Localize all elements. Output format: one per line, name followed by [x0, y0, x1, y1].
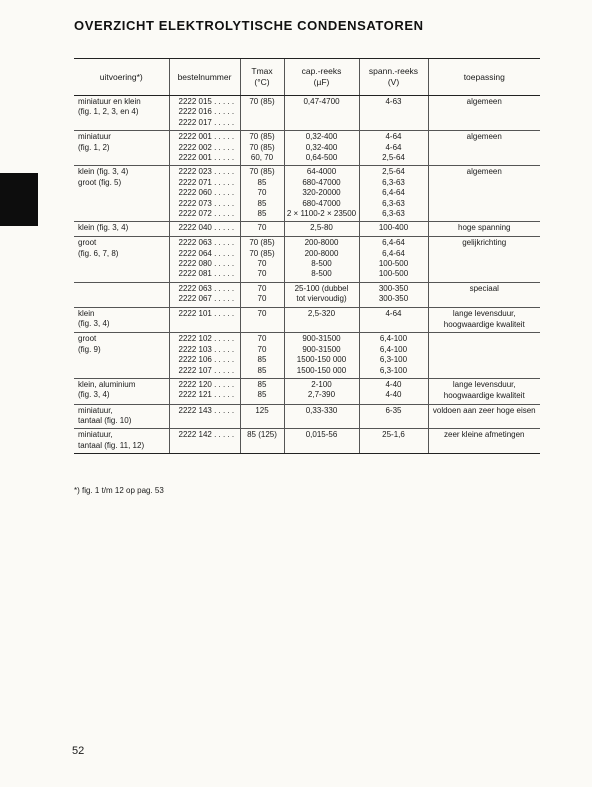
uitvoering-line — [78, 355, 167, 365]
tmax-line — [243, 416, 282, 426]
tmax-line: 70 — [257, 294, 267, 304]
cell-toepassing — [428, 333, 540, 379]
spann-line: 2,5-64 — [382, 153, 405, 163]
cap-line: 0,47-4700 — [303, 97, 340, 106]
bestelnummer-line: 2222 121 . . . . . — [178, 390, 235, 400]
uitvoering-line — [78, 284, 167, 294]
cell-bestelnummer — [169, 166, 240, 222]
table-row — [74, 378, 540, 404]
spann-line: 6,3-100 — [379, 355, 408, 365]
header-cap-reeks: cap.-reeks (µF) — [284, 59, 359, 96]
cell-bestelnummer — [169, 333, 240, 379]
cell-spann — [359, 96, 428, 131]
bestelnummer-line: 2222 120 . . . . . — [178, 379, 235, 389]
bestelnummer-line: 2222 002 . . . . . — [178, 142, 235, 152]
spann-line — [362, 441, 426, 451]
cell-cap — [284, 222, 359, 237]
tmax-line: 85 — [257, 198, 267, 208]
spann-line: 100-500 — [378, 259, 409, 269]
cap-line: 680-47000 — [302, 177, 341, 187]
cell-tmax — [240, 96, 284, 131]
tmax-line: 70 (85) — [249, 167, 275, 177]
spann-line: 6,4-64 — [382, 188, 405, 198]
cell-cap — [284, 96, 359, 131]
cap-line: 0,33-330 — [305, 405, 338, 415]
uitvoering-line: miniatuur, — [78, 430, 113, 440]
tmax-line — [243, 441, 282, 451]
cell-bestelnummer — [169, 429, 240, 454]
spann-line: 6,3-63 — [382, 177, 405, 187]
cap-line — [287, 118, 357, 128]
page-number: 52 — [72, 745, 85, 757]
cell-cap — [284, 429, 359, 454]
cell-tmax — [240, 131, 284, 166]
cap-line: 2 × 1100-2 × 23500 — [286, 209, 357, 219]
spann-line — [362, 118, 426, 128]
cell-cap — [284, 282, 359, 307]
tmax-line: 70 (85) — [249, 97, 275, 106]
table-row — [74, 333, 540, 379]
cell-tmax — [240, 333, 284, 379]
cap-line: 64-4000 — [306, 167, 337, 177]
tmax-line — [243, 118, 282, 128]
uitvoering-line: klein (fig. 3, 4) — [78, 223, 129, 233]
tmax-line: 70 — [257, 344, 267, 354]
cell-bestelnummer — [169, 131, 240, 166]
uitvoering-line — [78, 259, 167, 269]
cap-line: 1500-150 000 — [296, 355, 347, 365]
cell-cap — [284, 131, 359, 166]
tmax-line: 85 (125) — [247, 430, 277, 440]
cell-cap — [284, 166, 359, 222]
spann-line — [362, 416, 426, 426]
header-tmax: Tmax (°C) — [240, 59, 284, 96]
cell-cap — [284, 237, 359, 283]
cell-uitvoering — [74, 429, 169, 454]
cap-line: 8-500 — [311, 259, 332, 269]
uitvoering-line: miniatuur — [78, 132, 111, 142]
cell-spann — [359, 166, 428, 222]
spann-line: 4-64 — [385, 132, 402, 142]
cell-bestelnummer — [169, 307, 240, 333]
uitvoering-line: klein, aluminium — [78, 379, 136, 389]
cell-tmax — [240, 404, 284, 429]
tmax-line — [243, 319, 282, 329]
cap-line: 900-31500 — [302, 344, 341, 354]
bestelnummer-line: 2222 071 . . . . . — [178, 177, 235, 187]
tmax-line: 70 (85) — [249, 248, 275, 258]
bestelnummer-line: 2222 001 . . . . . — [178, 153, 235, 163]
bestelnummer-line: 2222 143 . . . . . — [178, 405, 235, 415]
uitvoering-line: groot — [78, 238, 97, 248]
cell-uitvoering — [74, 237, 169, 283]
bestelnummer-line: 2222 102 . . . . . — [178, 334, 235, 344]
cell-toepassing: speciaal — [428, 282, 540, 307]
cell-cap — [284, 378, 359, 404]
uitvoering-line — [78, 209, 167, 219]
cell-bestelnummer — [169, 237, 240, 283]
spann-line: 4-64 — [385, 308, 402, 318]
footnote: *) fig. 1 t/m 12 op pag. 53 — [74, 486, 164, 495]
header-uitvoering: uitvoering*) — [74, 59, 169, 96]
spann-line: 300-350 — [378, 283, 409, 293]
cell-tmax — [240, 237, 284, 283]
bestelnummer-line: 2222 017 . . . . . — [178, 117, 235, 127]
cell-toepassing: hoge spanning — [428, 222, 540, 237]
cell-tmax — [240, 429, 284, 454]
spann-line: 100-400 — [378, 223, 409, 233]
cell-tmax — [240, 222, 284, 237]
cell-spann — [359, 429, 428, 454]
tmax-line: 85 — [257, 379, 267, 389]
cap-line: 0,015-56 — [305, 430, 338, 440]
cell-cap — [284, 333, 359, 379]
tmax-line: 85 — [257, 355, 267, 365]
uitvoering-line — [78, 118, 167, 128]
cap-line: 200-8000 — [304, 238, 339, 248]
cell-uitvoering — [74, 96, 169, 131]
cell-tmax — [240, 378, 284, 404]
cell-spann — [359, 222, 428, 237]
bestelnummer-line: 2222 067 . . . . . — [178, 294, 235, 304]
tmax-line: 70 — [257, 259, 267, 269]
bestelnummer-line — [179, 416, 238, 426]
cell-tmax — [240, 166, 284, 222]
tmax-line: 70 (85) — [249, 142, 275, 152]
tmax-line: 70 — [257, 308, 267, 318]
table-row — [74, 166, 540, 222]
bestelnummer-line: 2222 063 . . . . . — [178, 238, 235, 248]
table-row — [74, 429, 540, 454]
cell-bestelnummer — [169, 96, 240, 131]
spann-line: 6,3-63 — [382, 209, 405, 219]
table-row — [74, 282, 540, 307]
uitvoering-line: (fig. 1, 2) — [78, 142, 110, 152]
cell-toepassing: lange levensduur, hoogwaardige kwaliteit — [428, 378, 540, 404]
table-row — [74, 404, 540, 429]
page-title: OVERZICHT ELEKTROLYTISCHE CONDENSATOREN — [74, 18, 424, 33]
header-bestelnummer: bestelnummer — [169, 59, 240, 96]
uitvoering-line — [78, 294, 167, 304]
spann-line — [362, 319, 426, 329]
cap-line — [287, 107, 357, 117]
cell-tmax — [240, 282, 284, 307]
table-row — [74, 131, 540, 166]
uitvoering-line — [78, 153, 167, 163]
tmax-line: 60, 70 — [250, 153, 274, 163]
bestelnummer-line: 2222 001 . . . . . — [178, 132, 235, 142]
tmax-line: 70 — [257, 334, 267, 344]
spann-line: 6,4-100 — [379, 334, 408, 344]
capacitor-overview-table — [74, 58, 540, 454]
tmax-line: 85 — [257, 177, 267, 187]
cell-toepassing: zeer kleine afmetingen — [428, 429, 540, 454]
table-row — [74, 222, 540, 237]
spann-line — [362, 107, 426, 117]
cell-uitvoering — [74, 333, 169, 379]
cap-line: 2,5-80 — [310, 223, 333, 233]
cap-line — [287, 441, 357, 451]
spann-line: 4-40 — [385, 390, 402, 400]
cell-bestelnummer — [169, 222, 240, 237]
cell-toepassing: gelijkrichting — [428, 237, 540, 283]
uitvoering-line: klein — [78, 308, 95, 318]
bestelnummer-line: 2222 101 . . . . . — [178, 308, 235, 318]
bestelnummer-line: 2222 023 . . . . . — [178, 167, 235, 177]
bestelnummer-line: 2222 064 . . . . . — [178, 248, 235, 258]
table-row — [74, 307, 540, 333]
uitvoering-line: (fig. 9) — [78, 344, 101, 354]
cell-uitvoering — [74, 222, 169, 237]
bestelnummer-line: 2222 107 . . . . . — [178, 365, 235, 375]
cell-spann — [359, 378, 428, 404]
tmax-line: 70 (85) — [249, 238, 275, 248]
uitvoering-line: tantaal (fig. 11, 12) — [78, 440, 145, 450]
cell-uitvoering — [74, 378, 169, 404]
tmax-line — [243, 107, 282, 117]
table-header-row — [74, 59, 540, 96]
uitvoering-line: (fig. 1, 2, 3, en 4) — [78, 107, 139, 117]
cap-line: tot viervoudig) — [296, 294, 347, 304]
uitvoering-line: miniatuur en klein — [78, 97, 141, 106]
cap-line: 1500-150 000 — [296, 365, 347, 375]
cell-tmax — [240, 307, 284, 333]
spann-line: 6,4-64 — [382, 248, 405, 258]
cell-bestelnummer — [169, 378, 240, 404]
cell-spann — [359, 333, 428, 379]
uitvoering-line: (fig. 6, 7, 8) — [78, 248, 119, 258]
bestelnummer-line: 2222 040 . . . . . — [178, 223, 235, 233]
uitvoering-line: (fig. 3, 4) — [78, 390, 110, 400]
uitvoering-line: klein (fig. 3, 4) — [78, 167, 129, 177]
tmax-line: 85 — [257, 209, 267, 219]
cap-line: 2,5-320 — [307, 308, 336, 318]
tmax-line: 70 — [257, 269, 267, 279]
cell-toepassing: algemeen — [428, 96, 540, 131]
cell-toepassing: voldoen aan zeer hoge eisen — [428, 404, 540, 429]
cell-uitvoering — [74, 282, 169, 307]
header-toepassing: toepassing — [428, 59, 540, 96]
tmax-line: 85 — [257, 390, 267, 400]
bestelnummer-line — [179, 319, 238, 329]
cell-toepassing: lange levensduur, hoogwaardige kwaliteit — [428, 307, 540, 333]
bestelnummer-line: 2222 080 . . . . . — [178, 259, 235, 269]
cap-line: 0,32-400 — [305, 142, 338, 152]
cap-line: 2,7-390 — [307, 390, 336, 400]
cell-spann — [359, 307, 428, 333]
uitvoering-line: miniatuur, — [78, 405, 113, 415]
uitvoering-line — [78, 269, 167, 279]
spann-line: 4-64 — [385, 142, 402, 152]
uitvoering-line: (fig. 3, 4) — [78, 319, 110, 329]
cap-line — [287, 319, 357, 329]
uitvoering-line: groot (fig. 5) — [78, 177, 122, 187]
cell-uitvoering — [74, 166, 169, 222]
uitvoering-line — [78, 366, 167, 376]
cell-uitvoering — [74, 307, 169, 333]
uitvoering-line — [78, 199, 167, 209]
cell-bestelnummer — [169, 282, 240, 307]
cell-bestelnummer — [169, 404, 240, 429]
cell-spann — [359, 282, 428, 307]
cap-line: 680-47000 — [302, 198, 341, 208]
table-body — [74, 96, 540, 454]
cell-spann — [359, 404, 428, 429]
cap-line: 8-500 — [311, 269, 332, 279]
cap-line: 25-100 (dubbel — [294, 283, 349, 293]
table-row — [74, 96, 540, 131]
bestelnummer-line: 2222 142 . . . . . — [178, 430, 235, 440]
cell-spann — [359, 237, 428, 283]
cap-line: 200-8000 — [304, 248, 339, 258]
bestelnummer-line: 2222 060 . . . . . — [178, 188, 235, 198]
spann-line: 6,3-100 — [379, 365, 408, 375]
bestelnummer-line: 2222 015 . . . . . — [178, 97, 235, 106]
bestelnummer-line — [179, 441, 238, 451]
uitvoering-line: groot — [78, 334, 97, 344]
tmax-line: 70 — [257, 223, 267, 233]
cap-line: 2-100 — [311, 379, 332, 389]
cell-cap — [284, 307, 359, 333]
bestelnummer-line: 2222 063 . . . . . — [178, 283, 235, 293]
cell-uitvoering — [74, 404, 169, 429]
spann-line: 6-35 — [385, 405, 402, 415]
bestelnummer-line: 2222 081 . . . . . — [178, 269, 235, 279]
uitvoering-line — [78, 188, 167, 198]
spann-line: 25-1,6 — [382, 430, 405, 440]
spann-line: 6,3-63 — [382, 198, 405, 208]
tmax-line: 70 (85) — [249, 132, 275, 142]
spann-line: 6,4-64 — [382, 238, 405, 248]
spann-line: 100-500 — [378, 269, 409, 279]
header-spann-reeks: spann.-reeks (V) — [359, 59, 428, 96]
spann-line: 300-350 — [378, 294, 409, 304]
bestelnummer-line: 2222 073 . . . . . — [178, 198, 235, 208]
tmax-line: 85 — [257, 365, 267, 375]
spann-line: 4-40 — [385, 379, 402, 389]
cap-line — [287, 416, 357, 426]
table-row — [74, 237, 540, 283]
cap-line: 320-20000 — [302, 188, 341, 198]
tmax-line: 70 — [257, 283, 267, 293]
cell-spann — [359, 131, 428, 166]
uitvoering-line: tantaal (fig. 10) — [78, 415, 132, 425]
tmax-line: 125 — [255, 405, 269, 415]
bestelnummer-line: 2222 016 . . . . . — [178, 107, 235, 117]
cell-toepassing: algemeen — [428, 166, 540, 222]
thumb-index-tab — [0, 173, 38, 226]
cell-cap — [284, 404, 359, 429]
tmax-line: 70 — [257, 188, 267, 198]
cap-line: 0,64-500 — [305, 153, 338, 163]
spann-line: 4-63 — [385, 97, 402, 106]
bestelnummer-line: 2222 072 . . . . . — [178, 209, 235, 219]
cap-line: 0,32-400 — [305, 132, 338, 142]
cap-line: 900-31500 — [302, 334, 341, 344]
cell-uitvoering — [74, 131, 169, 166]
bestelnummer-line: 2222 106 . . . . . — [178, 355, 235, 365]
cell-toepassing: algemeen — [428, 131, 540, 166]
spann-line: 2,5-64 — [382, 167, 405, 177]
spann-line: 6,4-100 — [379, 344, 408, 354]
bestelnummer-line: 2222 103 . . . . . — [178, 344, 235, 354]
